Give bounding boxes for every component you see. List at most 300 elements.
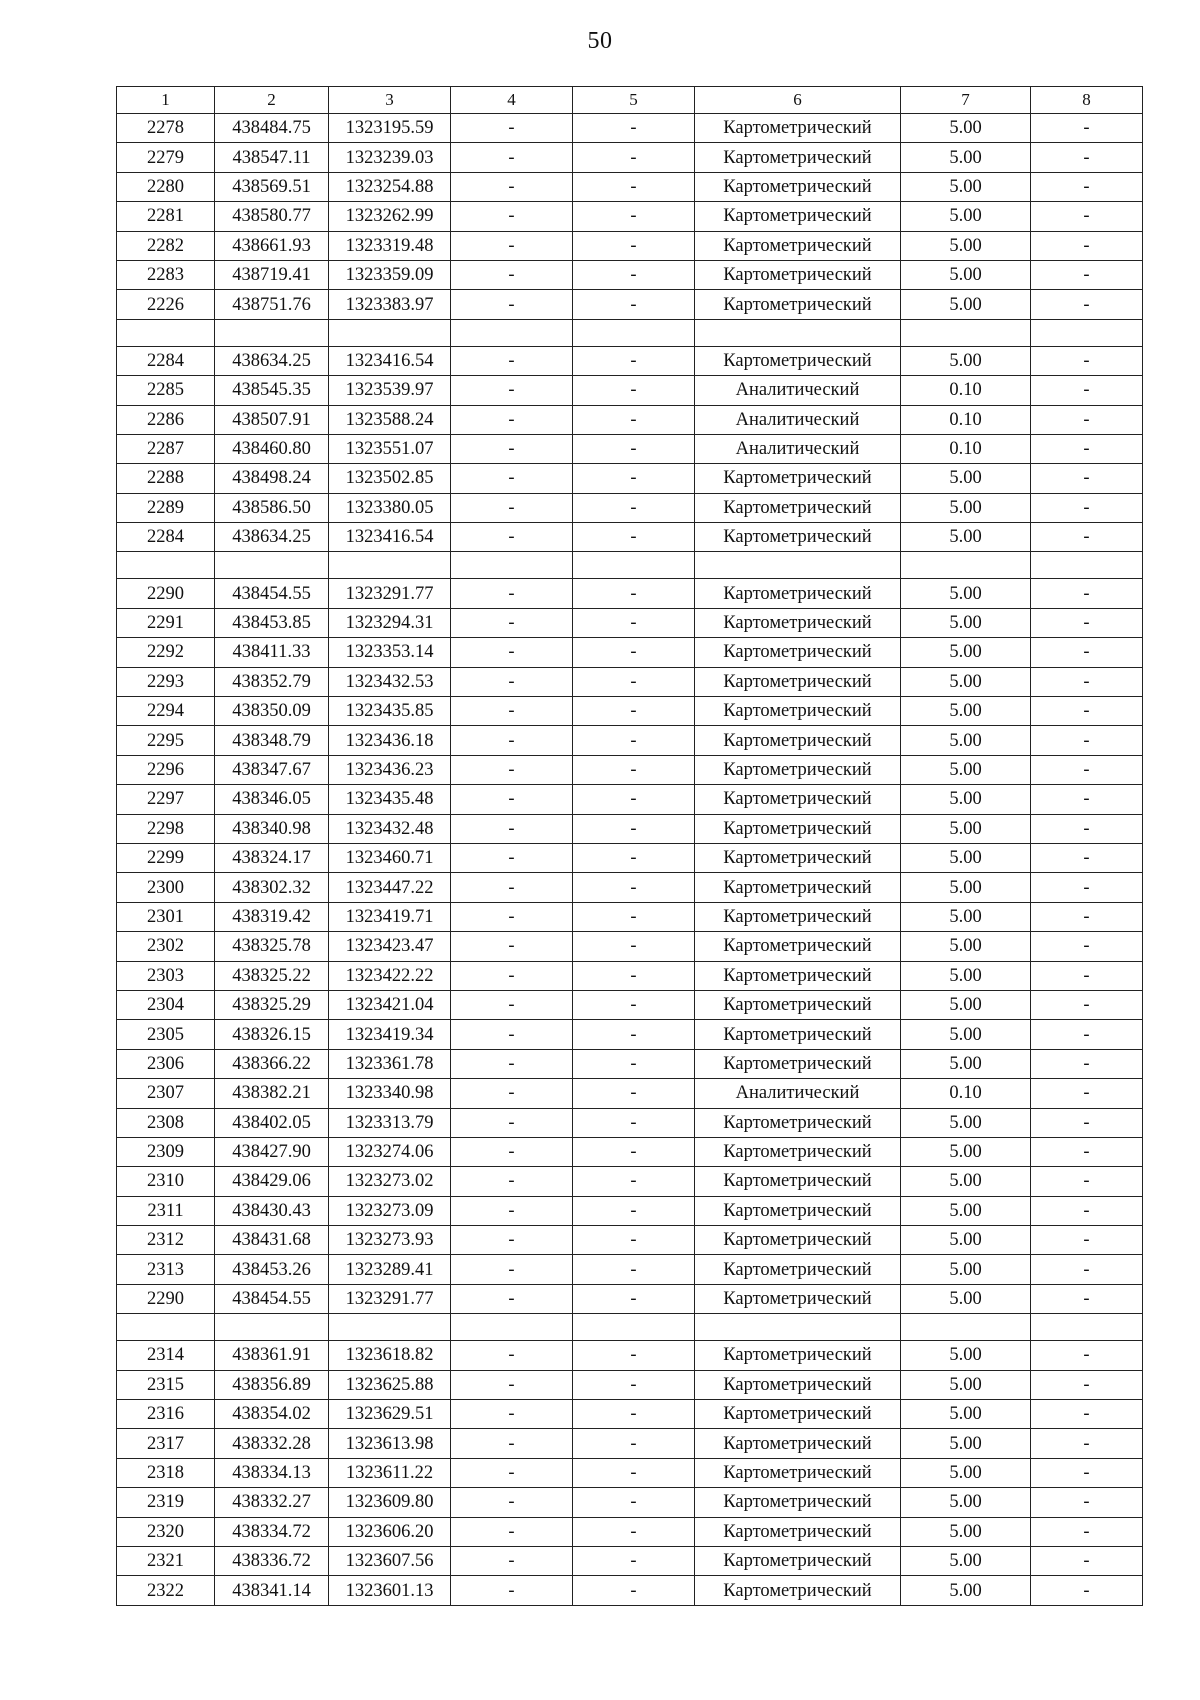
accuracy-cell	[901, 319, 1031, 346]
col4-cell: -	[451, 1400, 573, 1429]
method-cell: Картометрический	[695, 1167, 901, 1196]
accuracy-cell	[901, 1314, 1031, 1341]
table-row	[117, 523, 1143, 552]
col4-cell: -	[451, 1108, 573, 1137]
x-coordinate-cell: 438346.05	[215, 785, 329, 814]
y-coordinate-cell: 1323416.54	[329, 523, 451, 552]
y-coordinate-cell: 1323606.20	[329, 1517, 451, 1546]
col5-cell: -	[573, 1255, 695, 1284]
x-coordinate-cell	[215, 319, 329, 346]
col8-cell: -	[1031, 638, 1143, 667]
table-row	[117, 434, 1143, 463]
table-row	[117, 1576, 1143, 1605]
table-row	[117, 1370, 1143, 1399]
table-row	[117, 1137, 1143, 1166]
point-number-cell: 2293	[117, 667, 215, 696]
accuracy-cell: 5.00	[901, 464, 1031, 493]
method-cell: Картометрический	[695, 523, 901, 552]
method-cell: Аналитический	[695, 376, 901, 405]
method-cell: Картометрический	[695, 1020, 901, 1049]
accuracy-cell: 5.00	[901, 1546, 1031, 1575]
x-coordinate-cell: 438325.78	[215, 932, 329, 961]
table-row	[117, 376, 1143, 405]
method-cell: Картометрический	[695, 1137, 901, 1166]
y-coordinate-cell: 1323273.93	[329, 1226, 451, 1255]
col4-cell: -	[451, 755, 573, 784]
point-number-cell: 2284	[117, 346, 215, 375]
x-coordinate-cell: 438427.90	[215, 1137, 329, 1166]
col5-cell: -	[573, 1049, 695, 1078]
method-cell: Картометрический	[695, 579, 901, 608]
accuracy-cell: 5.00	[901, 990, 1031, 1019]
point-number-cell: 2280	[117, 172, 215, 201]
x-coordinate-cell: 438545.35	[215, 376, 329, 405]
table-row	[117, 579, 1143, 608]
x-coordinate-cell: 438352.79	[215, 667, 329, 696]
x-coordinate-cell: 438347.67	[215, 755, 329, 784]
col4-cell: -	[451, 1167, 573, 1196]
col5-cell: -	[573, 1196, 695, 1225]
method-cell: Картометрический	[695, 1226, 901, 1255]
col4-cell: -	[451, 346, 573, 375]
y-coordinate-cell: 1323625.88	[329, 1370, 451, 1399]
accuracy-cell: 0.10	[901, 376, 1031, 405]
y-coordinate-cell: 1323618.82	[329, 1341, 451, 1370]
col5-cell: -	[573, 902, 695, 931]
y-coordinate-cell: 1323423.47	[329, 932, 451, 961]
y-coordinate-cell: 1323613.98	[329, 1429, 451, 1458]
table-row	[117, 697, 1143, 726]
y-coordinate-cell: 1323422.22	[329, 961, 451, 990]
y-coordinate-cell: 1323611.22	[329, 1458, 451, 1487]
method-cell: Картометрический	[695, 1546, 901, 1575]
accuracy-cell: 5.00	[901, 1576, 1031, 1605]
col8-cell: -	[1031, 1079, 1143, 1108]
accuracy-cell: 5.00	[901, 608, 1031, 637]
point-number-cell: 2282	[117, 231, 215, 260]
accuracy-cell: 5.00	[901, 1429, 1031, 1458]
x-coordinate-cell: 438453.26	[215, 1255, 329, 1284]
method-cell: Картометрический	[695, 172, 901, 201]
table-row	[117, 932, 1143, 961]
x-coordinate-cell: 438325.22	[215, 961, 329, 990]
y-coordinate-cell: 1323319.48	[329, 231, 451, 260]
method-cell: Картометрический	[695, 1255, 901, 1284]
method-cell: Картометрический	[695, 843, 901, 872]
y-coordinate-cell: 1323551.07	[329, 434, 451, 463]
col4-cell: -	[451, 1341, 573, 1370]
accuracy-cell: 5.00	[901, 1284, 1031, 1313]
y-coordinate-cell: 1323361.78	[329, 1049, 451, 1078]
col5-cell: -	[573, 523, 695, 552]
x-coordinate-cell: 438324.17	[215, 843, 329, 872]
y-coordinate-cell: 1323353.14	[329, 638, 451, 667]
col8-cell	[1031, 1314, 1143, 1341]
point-number-cell: 2226	[117, 290, 215, 319]
table-row	[117, 1108, 1143, 1137]
accuracy-cell: 5.00	[901, 961, 1031, 990]
table-row	[117, 493, 1143, 522]
table-row	[117, 990, 1143, 1019]
accuracy-cell: 5.00	[901, 579, 1031, 608]
col5-cell: -	[573, 464, 695, 493]
col4-cell: -	[451, 1079, 573, 1108]
method-cell: Картометрический	[695, 1458, 901, 1487]
col8-cell: -	[1031, 667, 1143, 696]
y-coordinate-cell: 1323291.77	[329, 1284, 451, 1313]
x-coordinate-cell: 438350.09	[215, 697, 329, 726]
x-coordinate-cell: 438580.77	[215, 202, 329, 231]
y-coordinate-cell: 1323289.41	[329, 1255, 451, 1284]
col5-cell	[573, 319, 695, 346]
col4-cell: -	[451, 1020, 573, 1049]
col4-cell: -	[451, 464, 573, 493]
x-coordinate-cell: 438453.85	[215, 608, 329, 637]
x-coordinate-cell: 438334.72	[215, 1517, 329, 1546]
x-coordinate-cell: 438366.22	[215, 1049, 329, 1078]
column-header: 2	[215, 87, 329, 114]
col4-cell: -	[451, 667, 573, 696]
coordinates-table	[116, 86, 1143, 1606]
col5-cell: -	[573, 785, 695, 814]
table-row	[117, 755, 1143, 784]
table-separator-row	[117, 319, 1143, 346]
accuracy-cell: 5.00	[901, 1196, 1031, 1225]
method-cell: Картометрический	[695, 231, 901, 260]
table-row	[117, 608, 1143, 637]
col4-cell: -	[451, 990, 573, 1019]
point-number-cell: 2284	[117, 523, 215, 552]
point-number-cell: 2311	[117, 1196, 215, 1225]
table-separator-row	[117, 552, 1143, 579]
col8-cell: -	[1031, 1284, 1143, 1313]
col8-cell: -	[1031, 1137, 1143, 1166]
accuracy-cell: 5.00	[901, 667, 1031, 696]
method-cell: Картометрический	[695, 961, 901, 990]
point-number-cell: 2287	[117, 434, 215, 463]
col8-cell: -	[1031, 1546, 1143, 1575]
col4-cell: -	[451, 1517, 573, 1546]
col4-cell	[451, 552, 573, 579]
table-row	[117, 785, 1143, 814]
col4-cell	[451, 1314, 573, 1341]
y-coordinate-cell: 1323601.13	[329, 1576, 451, 1605]
col8-cell: -	[1031, 1341, 1143, 1370]
table-row	[117, 843, 1143, 872]
accuracy-cell: 0.10	[901, 434, 1031, 463]
point-number-cell: 2281	[117, 202, 215, 231]
accuracy-cell: 5.00	[901, 902, 1031, 931]
point-number-cell: 2322	[117, 1576, 215, 1605]
col8-cell: -	[1031, 843, 1143, 872]
col4-cell: -	[451, 1049, 573, 1078]
x-coordinate-cell: 438336.72	[215, 1546, 329, 1575]
x-coordinate-cell: 438354.02	[215, 1400, 329, 1429]
method-cell: Картометрический	[695, 1108, 901, 1137]
table-row	[117, 1488, 1143, 1517]
point-number-cell: 2300	[117, 873, 215, 902]
col5-cell: -	[573, 1020, 695, 1049]
col5-cell: -	[573, 1284, 695, 1313]
col8-cell: -	[1031, 1488, 1143, 1517]
y-coordinate-cell: 1323419.34	[329, 1020, 451, 1049]
accuracy-cell: 5.00	[901, 932, 1031, 961]
col4-cell: -	[451, 932, 573, 961]
x-coordinate-cell: 438460.80	[215, 434, 329, 463]
col8-cell: -	[1031, 202, 1143, 231]
point-number-cell	[117, 319, 215, 346]
point-number-cell: 2278	[117, 114, 215, 143]
col8-cell: -	[1031, 1196, 1143, 1225]
col8-cell: -	[1031, 1020, 1143, 1049]
y-coordinate-cell: 1323313.79	[329, 1108, 451, 1137]
point-number-cell: 2306	[117, 1049, 215, 1078]
col8-cell: -	[1031, 697, 1143, 726]
y-coordinate-cell	[329, 552, 451, 579]
method-cell: Аналитический	[695, 1079, 901, 1108]
point-number-cell: 2298	[117, 814, 215, 843]
col5-cell: -	[573, 638, 695, 667]
method-cell: Картометрический	[695, 1370, 901, 1399]
y-coordinate-cell: 1323380.05	[329, 493, 451, 522]
y-coordinate-cell: 1323432.53	[329, 667, 451, 696]
point-number-cell: 2307	[117, 1079, 215, 1108]
col8-cell: -	[1031, 260, 1143, 289]
method-cell: Картометрический	[695, 814, 901, 843]
x-coordinate-cell: 438319.42	[215, 902, 329, 931]
table-separator-row	[117, 1314, 1143, 1341]
col5-cell: -	[573, 493, 695, 522]
y-coordinate-cell: 1323273.02	[329, 1167, 451, 1196]
col8-cell: -	[1031, 143, 1143, 172]
x-coordinate-cell: 438334.13	[215, 1458, 329, 1487]
accuracy-cell: 5.00	[901, 726, 1031, 755]
col8-cell: -	[1031, 405, 1143, 434]
col4-cell: -	[451, 290, 573, 319]
table-row	[117, 667, 1143, 696]
col4-cell: -	[451, 814, 573, 843]
method-cell: Картометрический	[695, 638, 901, 667]
point-number-cell: 2309	[117, 1137, 215, 1166]
table-body	[117, 114, 1143, 1606]
col4-cell: -	[451, 523, 573, 552]
y-coordinate-cell: 1323502.85	[329, 464, 451, 493]
x-coordinate-cell: 438341.14	[215, 1576, 329, 1605]
method-cell: Картометрический	[695, 697, 901, 726]
y-coordinate-cell: 1323539.97	[329, 376, 451, 405]
table-row	[117, 873, 1143, 902]
method-cell: Картометрический	[695, 902, 901, 931]
point-number-cell: 2290	[117, 1284, 215, 1313]
y-coordinate-cell: 1323383.97	[329, 290, 451, 319]
col8-cell: -	[1031, 1458, 1143, 1487]
point-number-cell: 2305	[117, 1020, 215, 1049]
method-cell: Картометрический	[695, 873, 901, 902]
x-coordinate-cell: 438332.28	[215, 1429, 329, 1458]
col5-cell: -	[573, 697, 695, 726]
col4-cell: -	[451, 1284, 573, 1313]
col5-cell: -	[573, 202, 695, 231]
y-coordinate-cell: 1323629.51	[329, 1400, 451, 1429]
col8-cell: -	[1031, 726, 1143, 755]
accuracy-cell: 5.00	[901, 1370, 1031, 1399]
accuracy-cell: 0.10	[901, 405, 1031, 434]
col5-cell: -	[573, 1429, 695, 1458]
accuracy-cell: 5.00	[901, 1488, 1031, 1517]
y-coordinate-cell: 1323447.22	[329, 873, 451, 902]
col8-cell	[1031, 552, 1143, 579]
col5-cell: -	[573, 755, 695, 784]
col4-cell: -	[451, 376, 573, 405]
table-row	[117, 726, 1143, 755]
col5-cell: -	[573, 667, 695, 696]
method-cell	[695, 319, 901, 346]
table-row	[117, 1167, 1143, 1196]
accuracy-cell: 5.00	[901, 785, 1031, 814]
col8-cell	[1031, 319, 1143, 346]
accuracy-cell: 5.00	[901, 346, 1031, 375]
page-number: 50	[587, 28, 613, 54]
table-row	[117, 260, 1143, 289]
x-coordinate-cell: 438484.75	[215, 114, 329, 143]
table-row	[117, 1517, 1143, 1546]
x-coordinate-cell: 438402.05	[215, 1108, 329, 1137]
col8-cell: -	[1031, 1167, 1143, 1196]
accuracy-cell: 5.00	[901, 1400, 1031, 1429]
col4-cell: -	[451, 1196, 573, 1225]
accuracy-cell: 5.00	[901, 260, 1031, 289]
col5-cell: -	[573, 1370, 695, 1399]
y-coordinate-cell	[329, 1314, 451, 1341]
x-coordinate-cell: 438332.27	[215, 1488, 329, 1517]
y-coordinate-cell: 1323435.48	[329, 785, 451, 814]
y-coordinate-cell: 1323262.99	[329, 202, 451, 231]
col5-cell: -	[573, 376, 695, 405]
x-coordinate-cell: 438340.98	[215, 814, 329, 843]
point-number-cell: 2320	[117, 1517, 215, 1546]
point-number-cell: 2318	[117, 1458, 215, 1487]
x-coordinate-cell	[215, 1314, 329, 1341]
x-coordinate-cell: 438302.32	[215, 873, 329, 902]
point-number-cell: 2301	[117, 902, 215, 931]
x-coordinate-cell: 438429.06	[215, 1167, 329, 1196]
col8-cell: -	[1031, 1400, 1143, 1429]
col4-cell: -	[451, 1546, 573, 1575]
accuracy-cell: 5.00	[901, 1458, 1031, 1487]
method-cell: Картометрический	[695, 1429, 901, 1458]
x-coordinate-cell: 438454.55	[215, 1284, 329, 1313]
col5-cell: -	[573, 873, 695, 902]
accuracy-cell: 5.00	[901, 143, 1031, 172]
column-header: 8	[1031, 87, 1143, 114]
table-row	[117, 961, 1143, 990]
point-number-cell: 2315	[117, 1370, 215, 1399]
col5-cell: -	[573, 1341, 695, 1370]
method-cell: Картометрический	[695, 1488, 901, 1517]
accuracy-cell: 5.00	[901, 1049, 1031, 1078]
table-row	[117, 902, 1143, 931]
point-number-cell: 2304	[117, 990, 215, 1019]
table-row	[117, 1458, 1143, 1487]
col5-cell	[573, 552, 695, 579]
y-coordinate-cell: 1323274.06	[329, 1137, 451, 1166]
accuracy-cell: 5.00	[901, 523, 1031, 552]
column-header: 1	[117, 87, 215, 114]
col5-cell: -	[573, 608, 695, 637]
y-coordinate-cell: 1323239.03	[329, 143, 451, 172]
x-coordinate-cell: 438382.21	[215, 1079, 329, 1108]
col8-cell: -	[1031, 902, 1143, 931]
point-number-cell: 2285	[117, 376, 215, 405]
accuracy-cell: 5.00	[901, 1108, 1031, 1137]
point-number-cell: 2302	[117, 932, 215, 961]
table-row	[117, 405, 1143, 434]
col8-cell: -	[1031, 376, 1143, 405]
col5-cell: -	[573, 932, 695, 961]
method-cell	[695, 1314, 901, 1341]
method-cell: Картометрический	[695, 990, 901, 1019]
table-row	[117, 1284, 1143, 1313]
method-cell: Картометрический	[695, 1196, 901, 1225]
col5-cell: -	[573, 990, 695, 1019]
x-coordinate-cell: 438569.51	[215, 172, 329, 201]
col8-cell: -	[1031, 1429, 1143, 1458]
accuracy-cell	[901, 552, 1031, 579]
col5-cell: -	[573, 1517, 695, 1546]
col4-cell: -	[451, 493, 573, 522]
x-coordinate-cell: 438634.25	[215, 346, 329, 375]
col8-cell: -	[1031, 493, 1143, 522]
col5-cell: -	[573, 1546, 695, 1575]
accuracy-cell: 5.00	[901, 114, 1031, 143]
accuracy-cell: 5.00	[901, 873, 1031, 902]
method-cell: Картометрический	[695, 290, 901, 319]
x-coordinate-cell: 438326.15	[215, 1020, 329, 1049]
y-coordinate-cell: 1323195.59	[329, 114, 451, 143]
col5-cell: -	[573, 346, 695, 375]
y-coordinate-cell	[329, 319, 451, 346]
col5-cell: -	[573, 961, 695, 990]
table-row	[117, 1020, 1143, 1049]
col8-cell: -	[1031, 932, 1143, 961]
col8-cell: -	[1031, 990, 1143, 1019]
x-coordinate-cell: 438661.93	[215, 231, 329, 260]
table-row	[117, 1049, 1143, 1078]
col4-cell: -	[451, 697, 573, 726]
x-coordinate-cell: 438431.68	[215, 1226, 329, 1255]
method-cell	[695, 552, 901, 579]
x-coordinate-cell: 438430.43	[215, 1196, 329, 1225]
table-row	[117, 1341, 1143, 1370]
method-cell: Картометрический	[695, 493, 901, 522]
table-row	[117, 290, 1143, 319]
accuracy-cell: 5.00	[901, 638, 1031, 667]
y-coordinate-cell: 1323432.48	[329, 814, 451, 843]
method-cell: Картометрический	[695, 1400, 901, 1429]
col8-cell: -	[1031, 464, 1143, 493]
accuracy-cell: 5.00	[901, 1341, 1031, 1370]
col4-cell: -	[451, 1137, 573, 1166]
table-row	[117, 638, 1143, 667]
point-number-cell: 2316	[117, 1400, 215, 1429]
col4-cell: -	[451, 405, 573, 434]
col5-cell	[573, 1314, 695, 1341]
x-coordinate-cell: 438586.50	[215, 493, 329, 522]
y-coordinate-cell: 1323607.56	[329, 1546, 451, 1575]
x-coordinate-cell: 438356.89	[215, 1370, 329, 1399]
col4-cell	[451, 319, 573, 346]
point-number-cell: 2294	[117, 697, 215, 726]
